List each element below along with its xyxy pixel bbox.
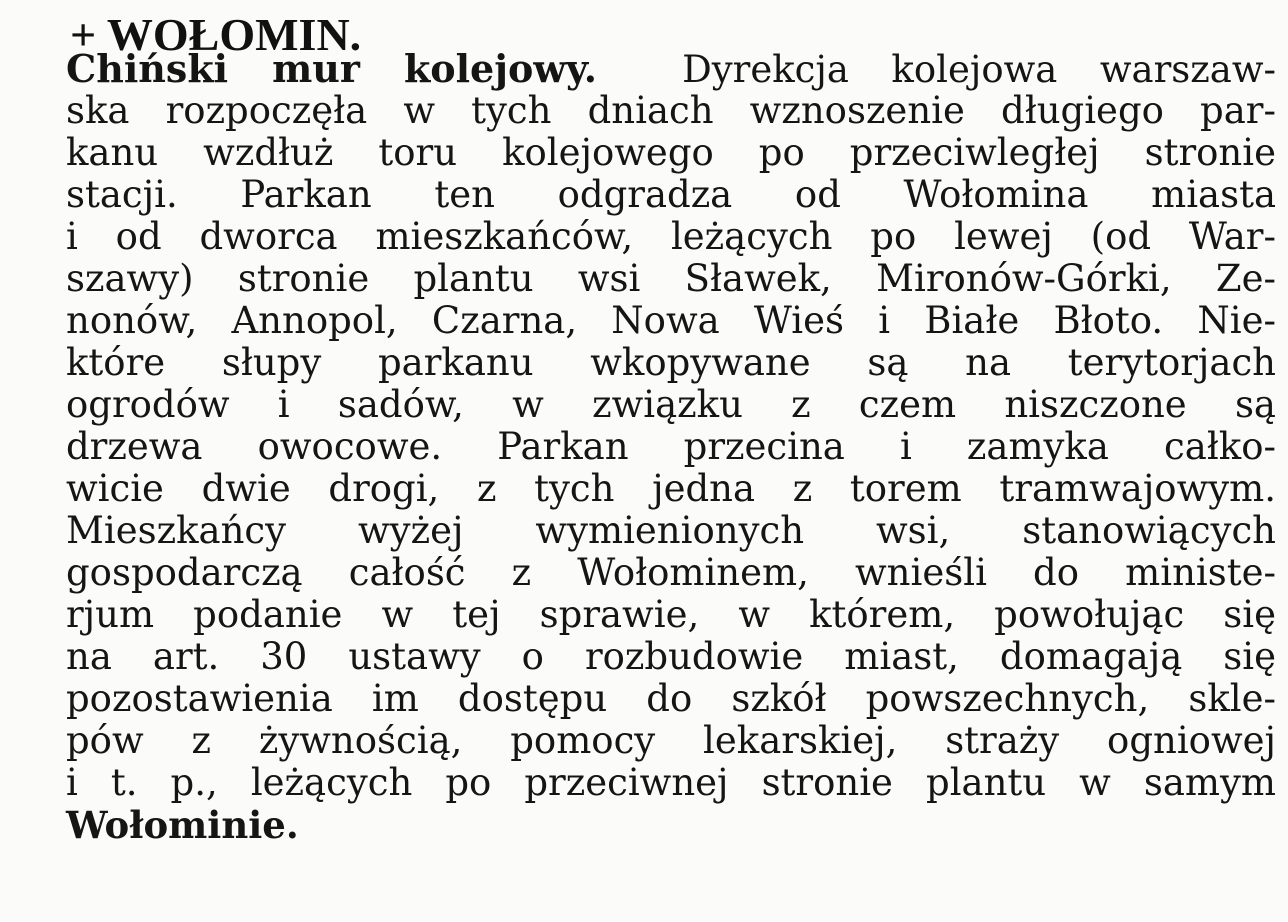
article-line: pów z żywnością, pomocy lekarskiej, straży ogniowej	[66, 719, 1276, 762]
article-line: nonów, Annopol, Czarna, Nowa Wieś i Białe Błoto. Nie-	[66, 299, 1276, 342]
article-line: szawy) stronie plantu wsi Sławek, Mironów-Górki, Ze-	[66, 257, 1276, 300]
article-line-text: Dyrekcja kolejowa warszaw-	[682, 48, 1277, 91]
article-line: rjum podanie w tej sprawie, w którem, powołując się	[66, 593, 1276, 636]
article-tail: Wołominie.	[66, 803, 299, 847]
article-line: na art. 30 ustawy o rozbudowie miast, domagają się	[66, 635, 1276, 678]
article-line	[66, 48, 1276, 90]
article-line: pozostawienia im dostępu do szkół powszechnych, skle-	[66, 677, 1276, 720]
article-line: które słupy parkanu wkopywane są na terytorjach	[66, 341, 1276, 384]
article-line: i od dworca mieszkańców, leżących po lewej (od War-	[66, 215, 1276, 258]
article-line-last	[66, 804, 1276, 846]
article-lead-title: Chiński mur kolejowy.	[66, 46, 597, 91]
article-line: stacji. Parkan ten odgradza od Wołomina miasta	[66, 173, 1276, 216]
article-heading: + WOŁOMIN.	[70, 9, 362, 60]
article-line: wicie dwie drogi, z tych jedna z torem tramwajowym.	[66, 467, 1276, 510]
article-line: Mieszkańcy wyżej wymienionych wsi, stanowiących	[66, 509, 1276, 552]
article-line: ogrodów i sadów, w związku z czem niszczone są	[66, 383, 1276, 426]
article-line: i t. p., leżących po przeciwnej stronie plantu w samym	[66, 761, 1276, 804]
article-line: kanu wzdłuż toru kolejowego po przeciwległej stronie	[66, 131, 1276, 174]
article-line: gospodarczą całość z Wołominem, wnieśli do ministe-	[66, 551, 1276, 594]
article-line: ska rozpoczęła w tych dniach wznoszenie długiego par-	[66, 89, 1276, 132]
article-line: drzewa owocowe. Parkan przecina i zamyka całko-	[66, 425, 1276, 468]
article-body	[66, 48, 1276, 846]
